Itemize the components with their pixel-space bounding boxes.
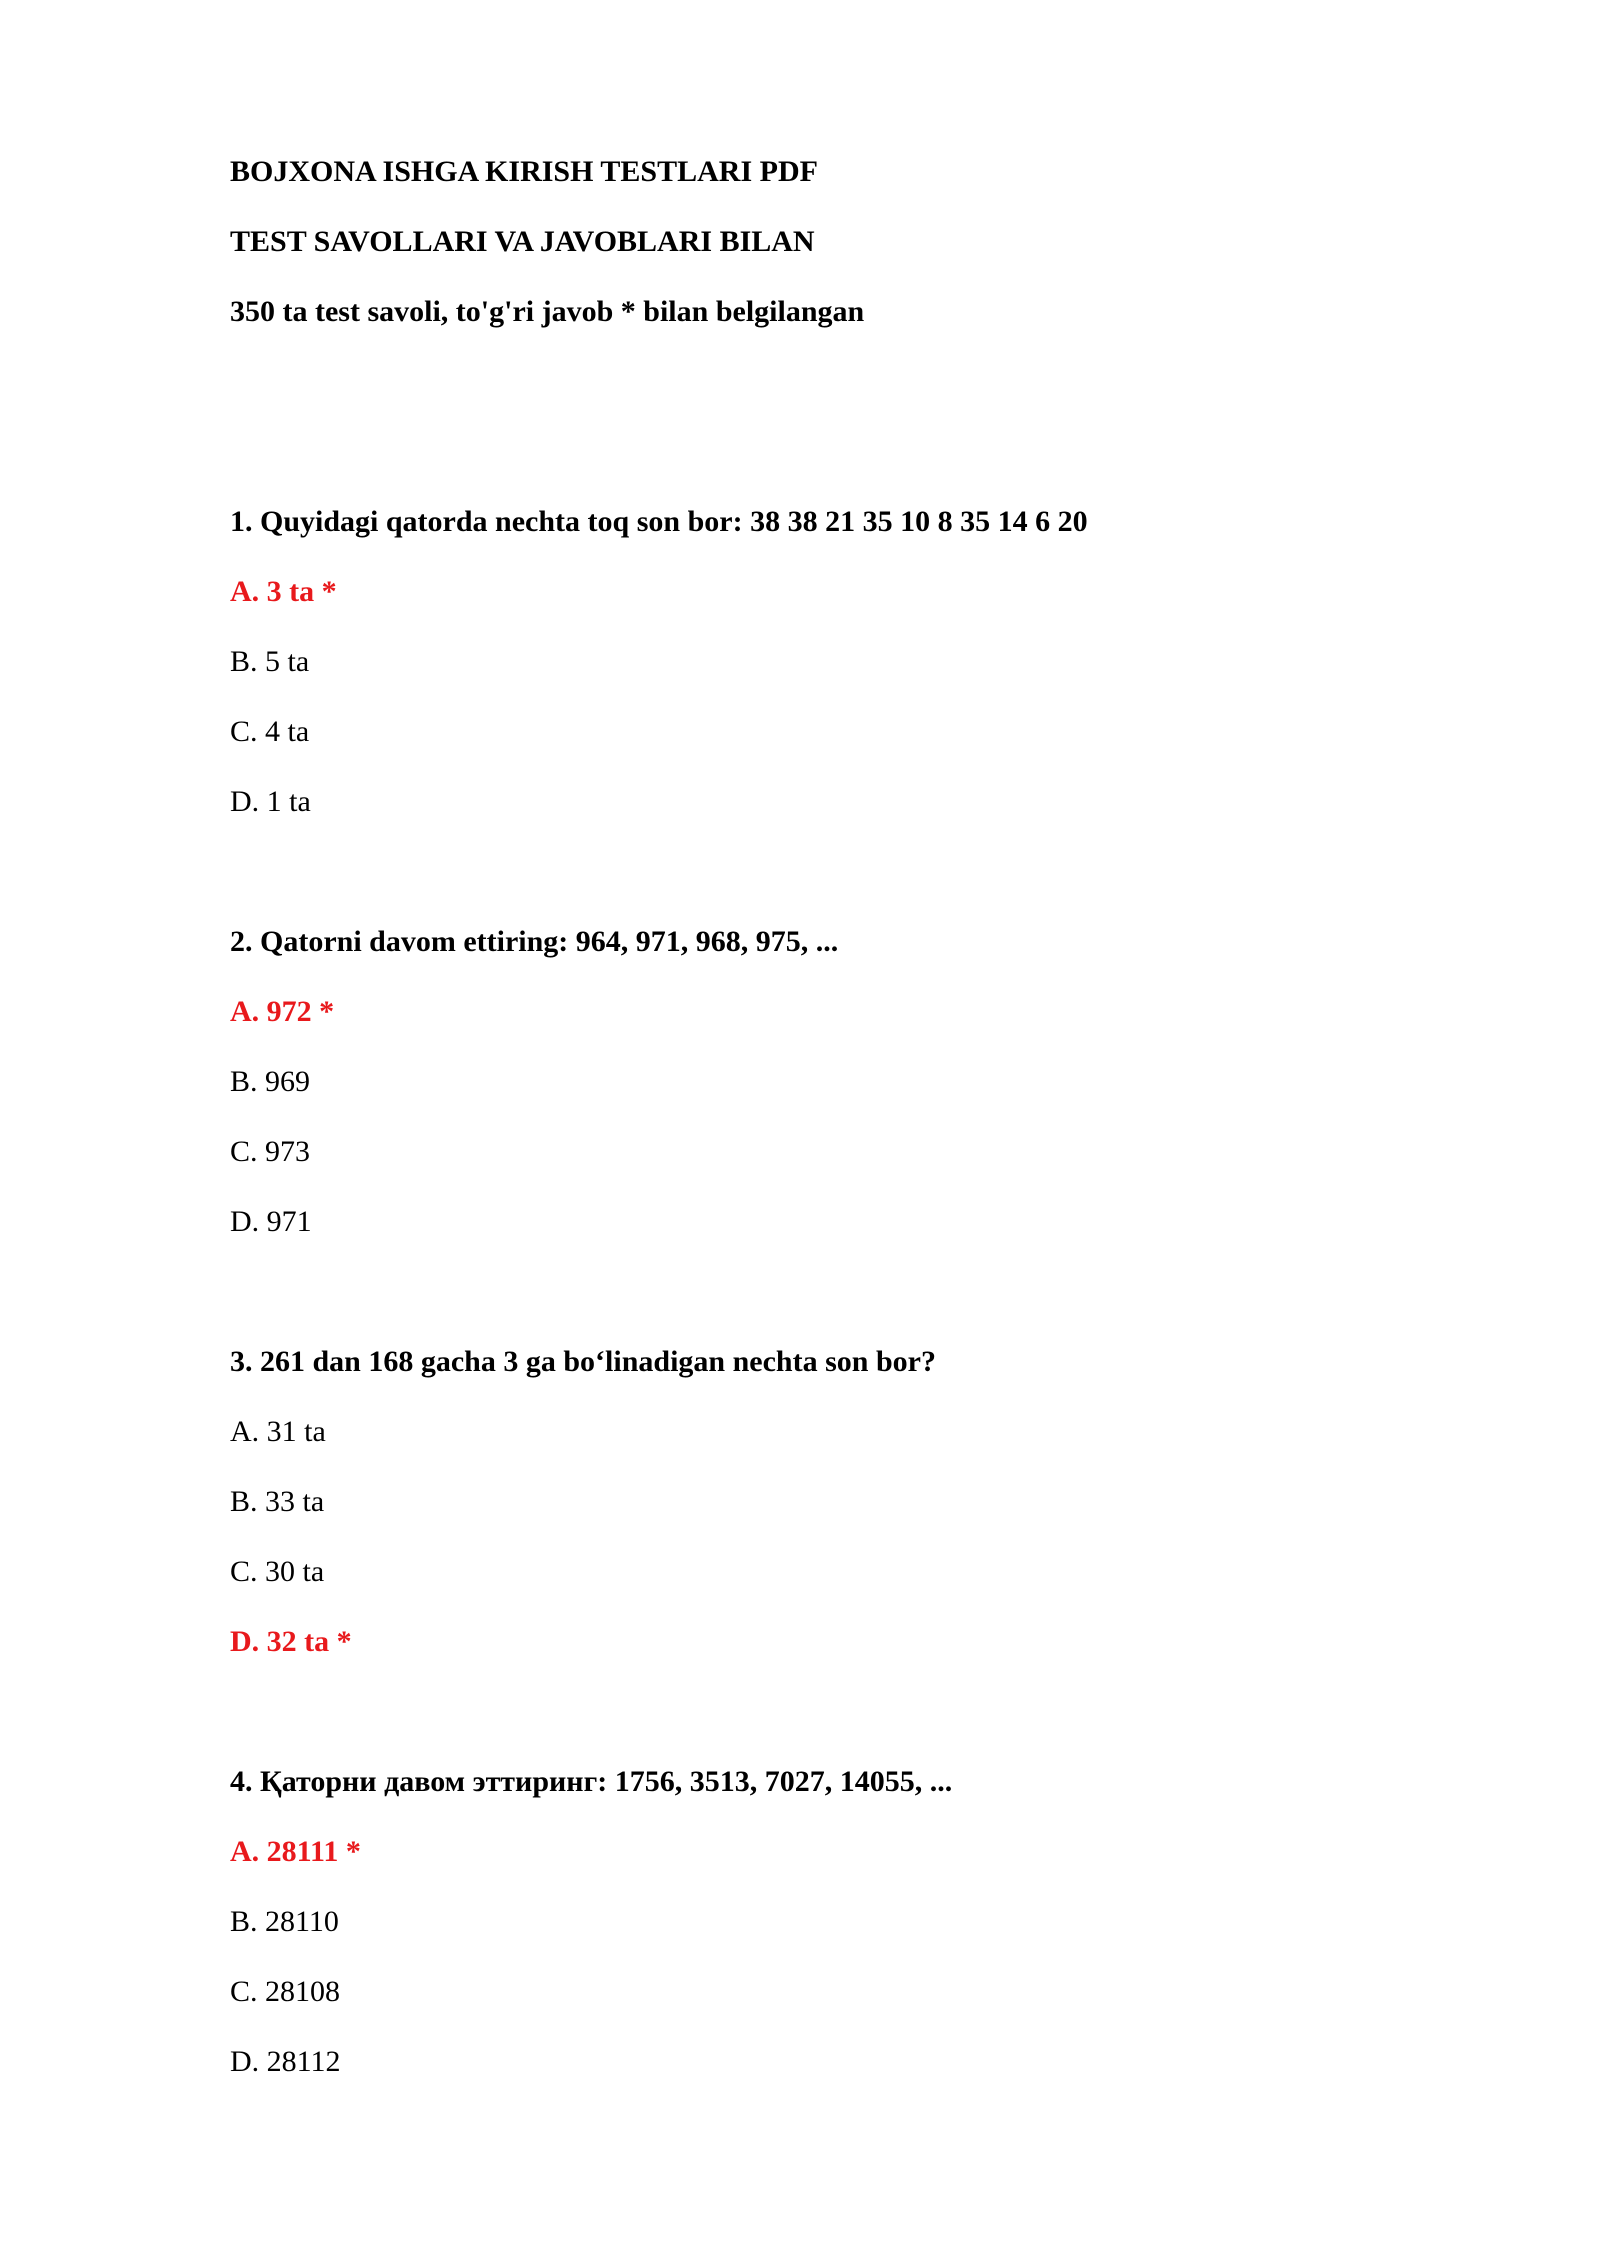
document-note: 350 ta test savoli, to'g'ri javob * bilan belgilangan — [230, 295, 865, 328]
question-3-option-c: C. 30 ta — [230, 1555, 325, 1588]
question-3-option-d: D. 32 ta * — [230, 1625, 352, 1658]
question-2-text: 2. Qatorni davom ettiring: 964, 971, 968, 975, ... — [230, 925, 839, 958]
question-2-option-b: B. 969 — [230, 1065, 311, 1098]
question-4-text: 4. Қаторни давом эттиринг: 1756, 3513, 7027, 14055, ... — [230, 1765, 953, 1798]
question-1-option-d: D. 1 ta — [230, 785, 311, 818]
question-2-option-c: C. 973 — [230, 1135, 311, 1168]
question-3-text: 3. 261 dan 168 gacha 3 ga bo‘linadigan nechta son bor? — [230, 1345, 936, 1378]
question-1-option-b: B. 5 ta — [230, 645, 310, 678]
question-4-option-c: C. 28108 — [230, 1975, 341, 2008]
question-1-option-a: A. 3 ta * — [230, 575, 337, 608]
document-subtitle: TEST SAVOLLARI VA JAVOBLARI BILAN — [230, 225, 815, 258]
question-2-option-a: A. 972 * — [230, 995, 335, 1028]
question-4-option-b: B. 28110 — [230, 1905, 339, 1938]
question-4-option-a: A. 28111 * — [230, 1835, 361, 1868]
question-3-option-b: B. 33 ta — [230, 1485, 325, 1518]
question-4-option-d: D. 28112 — [230, 2045, 341, 2078]
question-2-option-d: D. 971 — [230, 1205, 312, 1238]
document-title: BOJXONA ISHGA KIRISH TESTLARI PDF — [230, 155, 818, 188]
question-1-option-c: C. 4 ta — [230, 715, 310, 748]
question-3-option-a: A. 31 ta — [230, 1415, 326, 1448]
question-1-text: 1. Quyidagi qatorda nechta toq son bor: 38 38 21 35 10 8 35 14 6 20 — [230, 505, 1088, 538]
